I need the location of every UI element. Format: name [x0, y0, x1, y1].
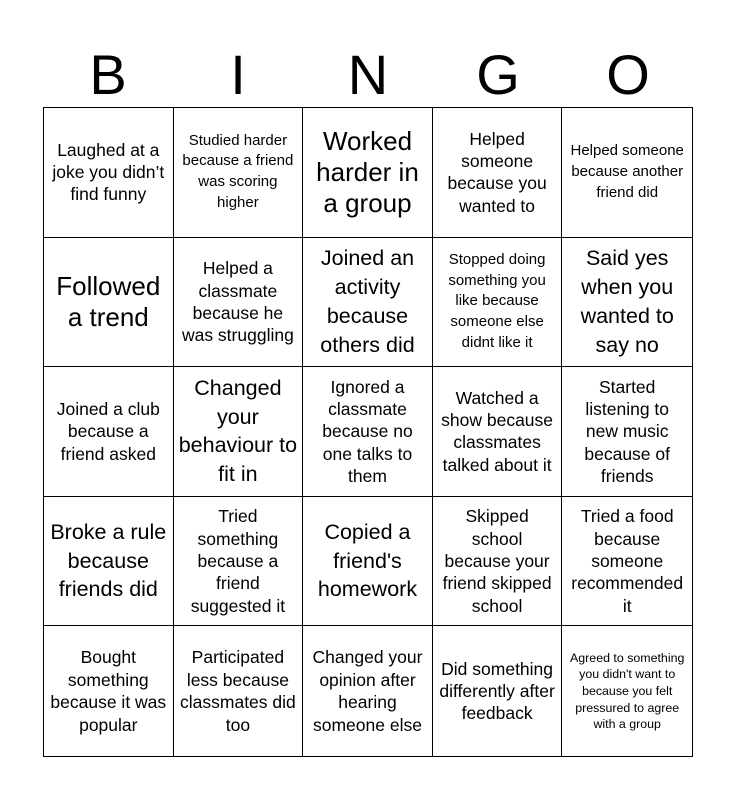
bingo-cell[interactable]: Said yes when you wanted to say no: [562, 238, 692, 368]
header-letter-i: I: [230, 43, 246, 106]
bingo-header: [43, 40, 693, 110]
bingo-cell[interactable]: Stopped doing something you like because someone else didnt like it: [433, 238, 563, 368]
header-letter-b: B: [89, 43, 127, 106]
bingo-cell[interactable]: Bought something because it was popular: [44, 626, 174, 756]
bingo-cell[interactable]: Helped someone because another friend did: [562, 108, 692, 238]
bingo-cell[interactable]: Skipped school because your friend skipped school: [433, 497, 563, 627]
bingo-cell[interactable]: Watched a show because classmates talked about it: [433, 367, 563, 497]
bingo-cell[interactable]: Helped someone because you wanted to: [433, 108, 563, 238]
bingo-cell[interactable]: Joined an activity because others did: [303, 238, 433, 368]
bingo-cell[interactable]: Changed your opinion after hearing someone else: [303, 626, 433, 756]
bingo-cell[interactable]: Started listening to new music because of friends: [562, 367, 692, 497]
bingo-cell[interactable]: Changed your behaviour to fit in: [174, 367, 304, 497]
bingo-cell[interactable]: Joined a club because a friend asked: [44, 367, 174, 497]
header-letter-n: N: [347, 43, 389, 106]
bingo-cell[interactable]: Agreed to something you didn't want to because you felt pressured to agree with a group: [570, 650, 685, 732]
header-letter-o: O: [606, 43, 650, 106]
bingo-cell[interactable]: Ignored a classmate because no one talks to them: [303, 367, 433, 497]
bingo-cell[interactable]: Laughed at a joke you didn’t find funny: [44, 108, 174, 238]
bingo-cell[interactable]: Studied harder because a friend was scoring higher: [174, 108, 304, 238]
bingo-cell[interactable]: Broke a rule because friends did: [44, 497, 174, 627]
bingo-cell[interactable]: Participated less because classmates did too: [174, 626, 304, 756]
bingo-cell[interactable]: Copied a friend's homework: [303, 497, 433, 627]
bingo-cell[interactable]: Tried a food because someone recommended it: [562, 497, 692, 627]
header-letter-g: G: [476, 43, 520, 106]
bingo-board: [43, 107, 693, 757]
bingo-cell[interactable]: Tried something because a friend suggested it: [174, 497, 304, 627]
bingo-cell[interactable]: Helped a classmate because he was struggling: [174, 238, 304, 368]
bingo-cell[interactable]: Followed a trend: [44, 238, 174, 368]
bingo-cell[interactable]: Did something differently after feedback: [433, 626, 563, 756]
bingo-cell[interactable]: Worked harder in a group: [303, 108, 433, 238]
